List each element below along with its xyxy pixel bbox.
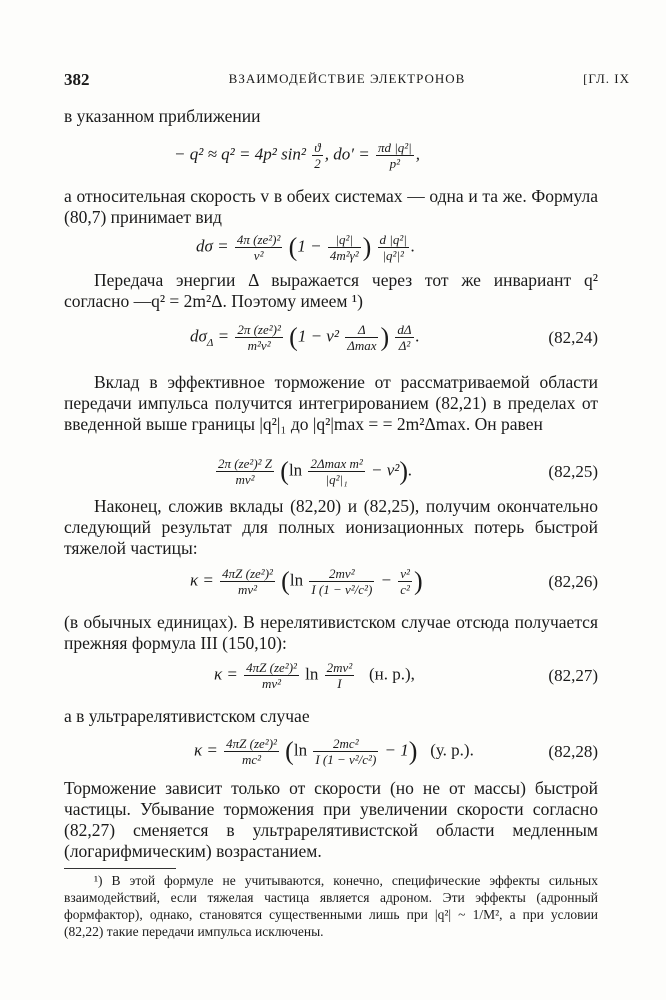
eq2-f3-num: d |q²|: [379, 232, 407, 247]
eq5-ln: ln: [289, 570, 304, 590]
equation-5: κ = $\frac{\text{4πZ (ze²)²}}{\text{mv²}}$ (ln $\frac{\text{2mv²}}{\text{I (1 − v²/c²)}}$ − $\frac{\text{v²}}{\text{c²}}$ ) (82,26): [190, 566, 598, 597]
eq2-f2-num: |q²|: [328, 232, 361, 248]
page-number: 382: [64, 70, 90, 89]
running-title: ВЗАИМОДЕЙСТВИЕ ЭЛЕКТРОНОВ: [228, 71, 466, 86]
eq4-f2-den: |q²|₁: [325, 472, 348, 487]
eq7-f1-den: mc²: [242, 752, 262, 767]
eq3-f3-den: Δ²: [398, 338, 411, 353]
eq5-f2-num: 2mv²: [309, 566, 374, 582]
eq3-f1-num: 2π (ze²)²: [237, 322, 281, 337]
eq3-eq: =: [217, 326, 230, 346]
paragraph: (в обычных единицах). В нерелятивистском случае отсюда получается прежняя формула III (150,10):: [64, 612, 598, 653]
eq4-f2-num: 2Δmax m²: [310, 456, 363, 471]
eq2-f1-den: v²: [253, 248, 264, 263]
eq6-f1-den: mv²: [262, 676, 282, 691]
paragraph: Наконец, сложив вклады (82,20) и (82,25), получим окончательно следующий результат для полных ионизационных потерь быстрой тяжелой частицы:: [64, 496, 598, 558]
eq1-tail: ,: [415, 144, 421, 164]
equation-number: (82,27): [548, 666, 598, 685]
paragraph: Вклад в эффективное торможение от рассматриваемой области передачи импульса получится интегрированием (82,21) в пределах от введенной выше границы |q²|₁ до |q²|max = = 2m²Δmax. Он равен: [64, 372, 598, 434]
eq7-f2-den: I (1 − v²/c²): [315, 752, 377, 767]
eq7-note: (у. р.).: [430, 740, 474, 760]
eq7-f1-num: 4πZ (ze²)²: [226, 736, 277, 751]
eq2-f2-den: 4m²γ²: [329, 248, 359, 263]
eq3-f2-num: Δ: [345, 322, 378, 338]
equation-1: [64, 136, 598, 178]
eq4-f1-den: mv²: [235, 472, 255, 487]
eq5-f3-den: c²: [400, 582, 410, 597]
equation-4: $\frac{\text{2π (ze²)² Z}}{\text{mv²}}$ (ln $\frac{\text{2Δmax m²}}{\text{|q²|₁}}$ − v²). (82,25): [218, 456, 598, 487]
paragraph: а в ультрарелятивистском случае: [64, 706, 310, 726]
eq6-note: (н. р.),: [368, 664, 415, 684]
eq1-f1-den: 2: [314, 156, 321, 171]
eq4-tail: − v²: [371, 460, 400, 480]
eq5-f3-num: v²: [400, 566, 410, 581]
eq5-f2-den: I (1 − v²/c²): [311, 582, 373, 597]
eq5-f1-num: 4πZ (ze²)²: [222, 566, 273, 581]
eq3-paren: 1 − v²: [297, 326, 339, 346]
eq6-f2-den: I: [337, 676, 342, 691]
equation-number: (82,28): [548, 742, 598, 761]
running-header: [64, 70, 630, 90]
eq7-ln: ln: [293, 740, 308, 760]
equation-number: (82,24): [548, 328, 598, 347]
eq2-f3-den: |q²|²: [382, 248, 404, 263]
eq2-paren: 1 −: [297, 236, 322, 256]
eq2-tail: .: [410, 236, 416, 256]
eq5-f1-den: mv²: [238, 582, 258, 597]
eq7-lhs: κ =: [194, 740, 218, 760]
eq3-f1-den: m²v²: [247, 338, 271, 353]
paragraph: в указанном приближении: [64, 106, 261, 126]
equation-6: [64, 656, 598, 698]
eq3-lhs-sub: Δ: [206, 336, 214, 349]
eq5-minus: −: [380, 570, 393, 590]
eq1-mid: , do′ =: [324, 144, 370, 164]
eq5-lhs: κ =: [190, 570, 214, 590]
equation-7: κ = $\frac{\text{4πZ (ze²)²}}{\text{mc²}}$ (ln $\frac{\text{2mc²}}{\text{I (1 − v²/c²)}}$ − 1) (у. р.). (82,28): [194, 736, 598, 767]
eq3-tail: .: [415, 326, 420, 346]
chapter-label: [ГЛ. IX: [583, 71, 630, 86]
eq4-ln: ln: [288, 460, 303, 480]
footnote: ¹) В этой формуле не учитываются, конечно, специфические эффекты сильных взаимодействий, если тяжелая частица является адроном. Эти эффекты (адронный формфактор), однако, становятся существенными лишь при |q²| ~ 1/M², а при условии (82,22) такие передачи импульса исключены.: [64, 873, 598, 939]
equation-2: dσ = $\frac{\text{4π (ze²)²}}{\text{v²}}$ (1 − $\frac{\text{|q²|}}{\text{4m²γ²}}$ ) $\frac{\text{d |q²|}}{\text{|q²|²}}$ .: [196, 232, 416, 263]
eq4-end: .: [408, 460, 413, 480]
equation-number: (82,25): [548, 462, 598, 481]
eq2-f1-num: 4π (ze²)²: [236, 232, 281, 247]
equation-number: (82,26): [548, 572, 598, 591]
eq3-f3-num: dΔ: [397, 322, 412, 337]
eq1-lhs: − q² ≈ q² = 4p² sin²: [174, 144, 306, 164]
eq1-f2-num: πd |q²|: [377, 140, 412, 155]
paragraph: а относительная скорость v в обеих системах — одна и та же. Формула (80,7) принимает вид: [64, 186, 598, 227]
eq3-lhs: dσ: [190, 326, 207, 346]
paragraph: Передача энергии Δ выражается через тот же инвариант q² согласно —q² = 2m²Δ. Поэтому имеем ¹): [64, 270, 598, 311]
eq2-lhs: dσ =: [196, 236, 229, 256]
eq4-f1-num: 2π (ze²)² Z: [218, 456, 273, 471]
eq6-f2-num: 2mv²: [326, 660, 353, 675]
eq1-f2-den: p²: [389, 156, 401, 171]
equation-3: $d\sigma_\Delta$ = $\frac{\text{2π (ze²)²}}{\text{m²v²}}$ (1 − v² $\frac{\Delta}{\Delta\max}$ ) $\frac{d\Delta}{\text{Δ²}}$ . (82,24): [190, 322, 598, 353]
eq7-tail: − 1: [384, 740, 409, 760]
eq6-f1-num: 4πZ (ze²)²: [246, 660, 297, 675]
eq3-f2-den: Δmax: [347, 338, 377, 353]
eq7-f2-num: 2mc²: [313, 736, 378, 752]
eq1-f1-num: ϑ: [312, 140, 323, 156]
paragraph: Торможение зависит только от скорости (но не от массы) быстрой частицы. Убывание торможения при увеличении скорости согласно (82,27) сменяется в ультрарелятивистской области медленным (логарифмическим) возрастанием.: [64, 778, 598, 861]
eq6-lhs: κ =: [214, 664, 238, 684]
footnote-rule: [64, 868, 176, 869]
eq6-ln: ln: [305, 664, 319, 684]
